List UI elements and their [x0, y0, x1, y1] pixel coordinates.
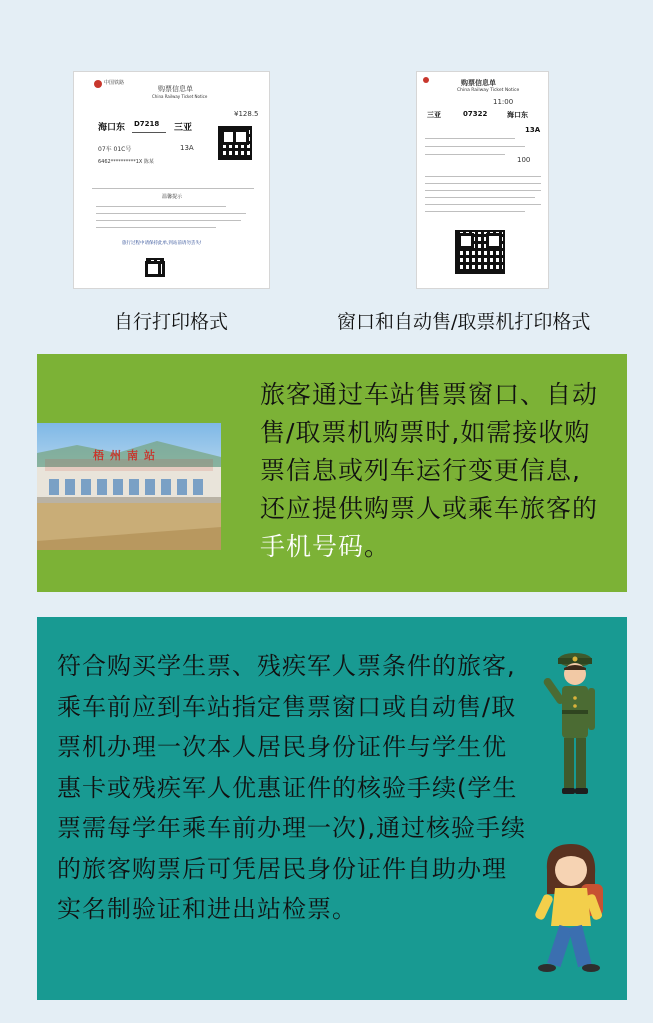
ticket-notice-line-5 [425, 204, 541, 205]
ticket-time: 11:00 [493, 98, 514, 106]
ticket-title: 购票信息单 [461, 79, 496, 87]
ticket-passenger: 6462**********1X 陈某 [98, 159, 154, 165]
ticket-from-station: 三亚 [427, 111, 441, 119]
railway-logo-icon [94, 80, 102, 88]
ticket-info-line-1 [425, 138, 515, 139]
self-print-ticket-image [73, 71, 270, 289]
self-print-caption: 自行打印格式 [114, 311, 229, 333]
student-illustration [525, 840, 620, 980]
ticket-footer-note: 旅行过程中请保持此单,到站前请勿丢失! [122, 241, 202, 246]
ticket-to-station: 海口东 [507, 111, 528, 119]
ticket-notice-line-3 [425, 190, 541, 191]
ticket-info-line-2 [425, 146, 525, 147]
ticket-notice-line-2 [96, 213, 246, 214]
window-print-ticket-image [416, 71, 549, 289]
ticket-notice-line-4 [425, 197, 535, 198]
ticket-seat-no: 13A [525, 126, 541, 134]
station-sign: 梧州南站 [93, 449, 161, 462]
ticket-notice-line-1 [425, 176, 541, 177]
ticket-info-line-3 [425, 154, 505, 155]
ticket-notice-line-4 [96, 227, 216, 228]
ticket-qr-code [218, 126, 252, 160]
ticket-arrow-line [132, 132, 166, 133]
phone-number-info-text [260, 376, 600, 566]
window-print-caption: 窗口和自动售/取票机打印格式 [337, 311, 591, 333]
ticket-notice-line-2 [425, 183, 541, 184]
ticket-notice-line-6 [425, 211, 525, 212]
ticket-seat-no: 13A [180, 144, 194, 152]
ticket-train-no: 07322 [463, 110, 488, 118]
station-photo [37, 423, 221, 550]
ticket-notice-line-3 [96, 220, 241, 221]
ticket-small-qr-code [146, 258, 164, 276]
ticket-header-org: 中国铁路 [104, 80, 125, 86]
ticket-title: 购票信息单 [158, 85, 193, 93]
phone-number-highlight: 手机号码 [260, 532, 365, 561]
ticket-notice-title: 温馨提示 [162, 194, 183, 200]
soldier-illustration [540, 646, 610, 806]
ticket-price: ¥128.5 [234, 110, 259, 118]
ticket-price: 100 [517, 156, 531, 164]
railway-logo-icon [423, 77, 429, 83]
ticket-from-station: 海口东 [98, 123, 126, 133]
ticket-car-seat: 07车 01C号 [98, 146, 132, 153]
ticket-to-station: 三亚 [174, 123, 193, 133]
ticket-train-no: D7218 [134, 120, 160, 128]
ticket-notice-line-1 [96, 206, 226, 207]
ticket-divider [92, 188, 254, 189]
phone-info-text-before: 旅客通过车站售票窗口、自动售/取票机购票时,如需接收购票信息或列车运行变更信息,还应提供购票人或乘车旅客的 [260, 380, 599, 523]
station-building-illustration [37, 423, 221, 550]
ticket-qr-code [455, 230, 505, 274]
discount-verification-text: 符合购买学生票、残疾军人票条件的旅客,乘车前应到车站指定售票窗口或自动售/取票机办理一次本人居民身份证件与学生优惠卡或残疾军人优惠证件的核验手续(学生票需每学年乘车前办理一次),通过核验手续的旅客购票后可凭居民身份证件自助办理实名制验证和进出站检票。 [57, 652, 526, 923]
ticket-title-en: China Railway Ticket Notice [152, 94, 208, 99]
ticket-title-en: China Railway Ticket Notice [457, 88, 520, 93]
phone-info-text-after: 。 [364, 532, 391, 561]
